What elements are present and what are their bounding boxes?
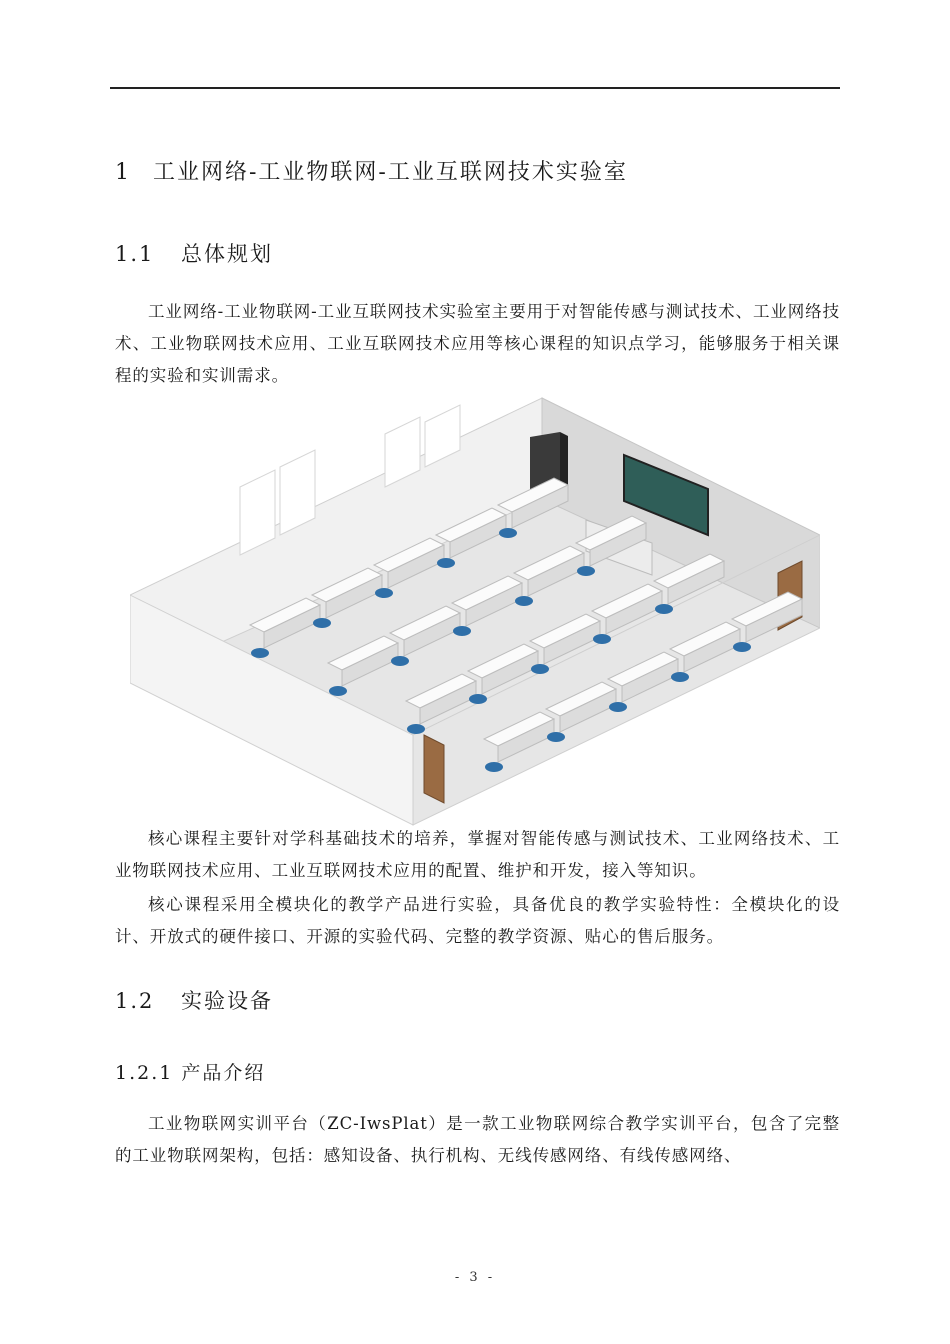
stool: [609, 702, 627, 712]
subsubsection-heading: 1.2.1 产品介绍: [115, 1062, 266, 1084]
subsection-number: 1.1: [115, 242, 155, 266]
header-rule: [110, 87, 840, 89]
paragraph-product-intro: 工业物联网实训平台（ZC-IwsPlat）是一款工业物联网综合教学实训平台，包含了完整的工业物联网架构，包括：感知设备、执行机构、无线传感网络、有线传感网络、: [115, 1114, 840, 1165]
page-number: - 3 -: [454, 1270, 496, 1285]
stool: [485, 762, 503, 772]
subsection-heading-1-2: [115, 985, 273, 1015]
stool: [453, 626, 471, 636]
stool: [375, 588, 393, 598]
section-title: 工业网络-工业物联网-工业互联网技术实验室: [153, 160, 628, 185]
subsection-heading-1-1: [115, 238, 273, 268]
stool: [313, 618, 331, 628]
stool: [671, 672, 689, 682]
stool: [531, 664, 549, 674]
stool: [407, 724, 425, 734]
paragraph-modular-teaching: 核心课程采用全模块化的教学产品进行实验，具备优良的教学实验特性：全模块化的设计、开放式的硬件接口、开源的实验代码、完整的教学资源、贴心的售后服务。: [115, 895, 840, 946]
stool: [391, 656, 409, 666]
stool: [655, 604, 673, 614]
stool: [733, 642, 751, 652]
stool: [329, 686, 347, 696]
subsection-title: 实验设备: [181, 989, 273, 1013]
stool: [469, 694, 487, 704]
paragraph-core-courses: 核心课程主要针对学科基础技术的培养，掌握对智能传感与测试技术、工业网络技术、工业物联网技术应用、工业互联网技术应用的配置、维护和开发，接入等知识。: [115, 829, 840, 880]
paragraph-overview: 工业网络-工业物联网-工业互联网技术实验室主要用于对智能传感与测试技术、工业网络技术、工业物联网技术应用、工业互联网技术应用等核心课程的知识点学习，能够服务于相关课程的实验和实训需求。: [115, 302, 840, 385]
section-heading: [115, 155, 628, 186]
subsection-title: 总体规划: [181, 242, 273, 266]
lab-layout-illustration: [130, 395, 820, 827]
subsection-number: 1.2: [115, 989, 155, 1013]
stool: [251, 648, 269, 658]
stool: [547, 732, 565, 742]
stool: [577, 566, 595, 576]
stool: [593, 634, 611, 644]
stool: [499, 528, 517, 538]
section-number: 1: [115, 160, 131, 185]
stool: [515, 596, 533, 606]
stool: [437, 558, 455, 568]
